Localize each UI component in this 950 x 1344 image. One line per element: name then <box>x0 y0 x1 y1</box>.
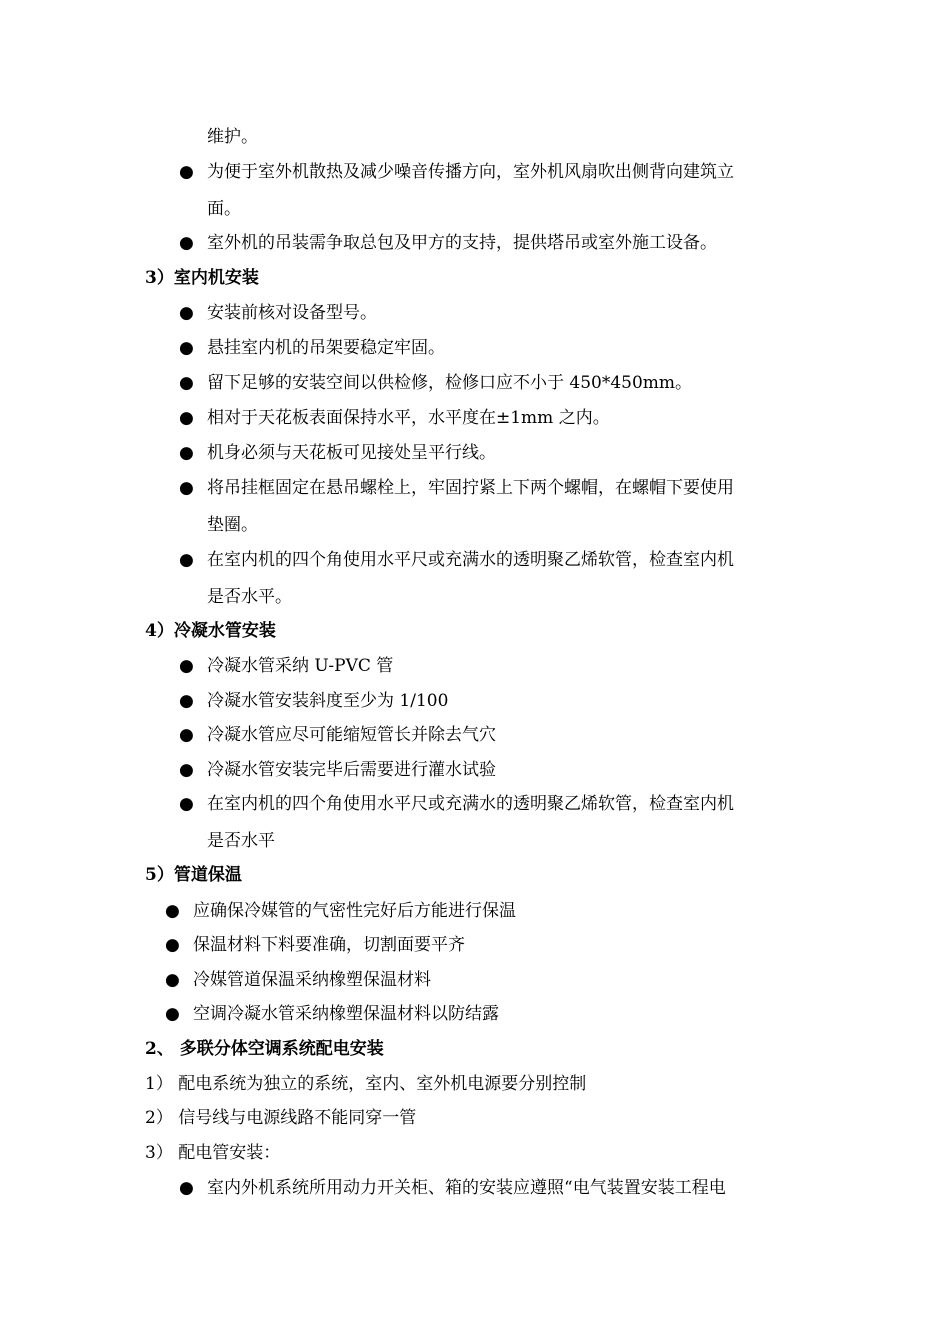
list-item: 留下足够的安装空间以供检修，检修口应不小于 450*450mm。 <box>207 373 693 393</box>
list-item: 悬挂室内机的吊架要稳定牢固。 <box>207 338 445 358</box>
list-item: 安装前核对设备型号。 <box>207 303 377 323</box>
bullet-icon: ● <box>179 233 194 253</box>
bullet-icon: ● <box>179 408 194 428</box>
continuation-text: 维护。 <box>207 127 258 147</box>
section-heading: 4）冷凝水管安装 <box>145 621 276 641</box>
bullet-icon: ● <box>165 970 180 990</box>
section-heading: 5）管道保温 <box>145 865 242 885</box>
list-item: 相对于天花板表面保持水平，水平度在±1mm 之内。 <box>207 408 610 428</box>
list-item: 冷媒管道保温采纳橡塑保温材料 <box>193 970 431 990</box>
list-item: 冷凝水管安装完毕后需要进行灌水试验 <box>207 760 496 780</box>
list-item: 保温材料下料要准确，切割面要平齐 <box>193 935 465 955</box>
bullet-icon: ● <box>165 1004 180 1024</box>
list-item: 冷凝水管安装斜度至少为 1/100 <box>207 691 449 711</box>
list-item-continuation: 是否水平。 <box>207 587 292 607</box>
bullet-icon: ● <box>179 794 194 814</box>
bullet-icon: ● <box>179 656 194 676</box>
list-item: 机身必须与天花板可见接处呈平行线。 <box>207 443 496 463</box>
list-item: 冷凝水管应尽可能缩短管长并除去气穴 <box>207 725 496 745</box>
bullet-icon: ● <box>179 162 194 182</box>
numbered-item: 1） 配电系统为独立的系统，室内、室外机电源要分别控制 <box>145 1074 587 1094</box>
list-item: 应确保冷媒管的气密性完好后方能进行保温 <box>193 901 516 921</box>
list-item: 冷凝水管采纳 U-PVC 管 <box>207 656 394 676</box>
list-item: 空调冷凝水管采纳橡塑保温材料以防结露 <box>193 1004 499 1024</box>
section-heading: 2、 多联分体空调系统配电安装 <box>145 1039 384 1059</box>
bullet-icon: ● <box>165 935 180 955</box>
list-item-continuation: 面。 <box>207 199 241 219</box>
numbered-item: 3） 配电管安装： <box>145 1143 281 1163</box>
section-heading: 3）室内机安装 <box>145 268 259 288</box>
bullet-icon: ● <box>179 550 194 570</box>
bullet-icon: ● <box>179 443 194 463</box>
bullet-icon: ● <box>179 1178 194 1198</box>
list-item-continuation: 是否水平 <box>207 831 275 851</box>
bullet-icon: ● <box>179 725 194 745</box>
bullet-icon: ● <box>179 478 194 498</box>
list-item-continuation: 垫圈。 <box>207 515 258 535</box>
list-item: 为便于室外机散热及减少噪音传播方向，室外机风扇吹出侧背向建筑立 <box>207 162 734 182</box>
bullet-icon: ● <box>179 691 194 711</box>
list-item: 在室内机的四个角使用水平尺或充满水的透明聚乙烯软管，检查室内机 <box>207 794 734 814</box>
list-item: 在室内机的四个角使用水平尺或充满水的透明聚乙烯软管，检查室内机 <box>207 550 734 570</box>
bullet-icon: ● <box>179 760 194 780</box>
bullet-icon: ● <box>179 373 194 393</box>
numbered-item: 2） 信号线与电源线路不能同穿一管 <box>145 1108 417 1128</box>
list-item: 室内外机系统所用动力开关柜、箱的安装应遵照“电气装置安装工程电 <box>207 1178 726 1198</box>
bullet-icon: ● <box>179 303 194 323</box>
list-item: 将吊挂框固定在悬吊螺栓上，牢固拧紧上下两个螺帽，在螺帽下要使用 <box>207 478 734 498</box>
list-item: 室外机的吊装需争取总包及甲方的支持，提供塔吊或室外施工设备。 <box>207 233 717 253</box>
bullet-icon: ● <box>165 901 180 921</box>
bullet-icon: ● <box>179 338 194 358</box>
